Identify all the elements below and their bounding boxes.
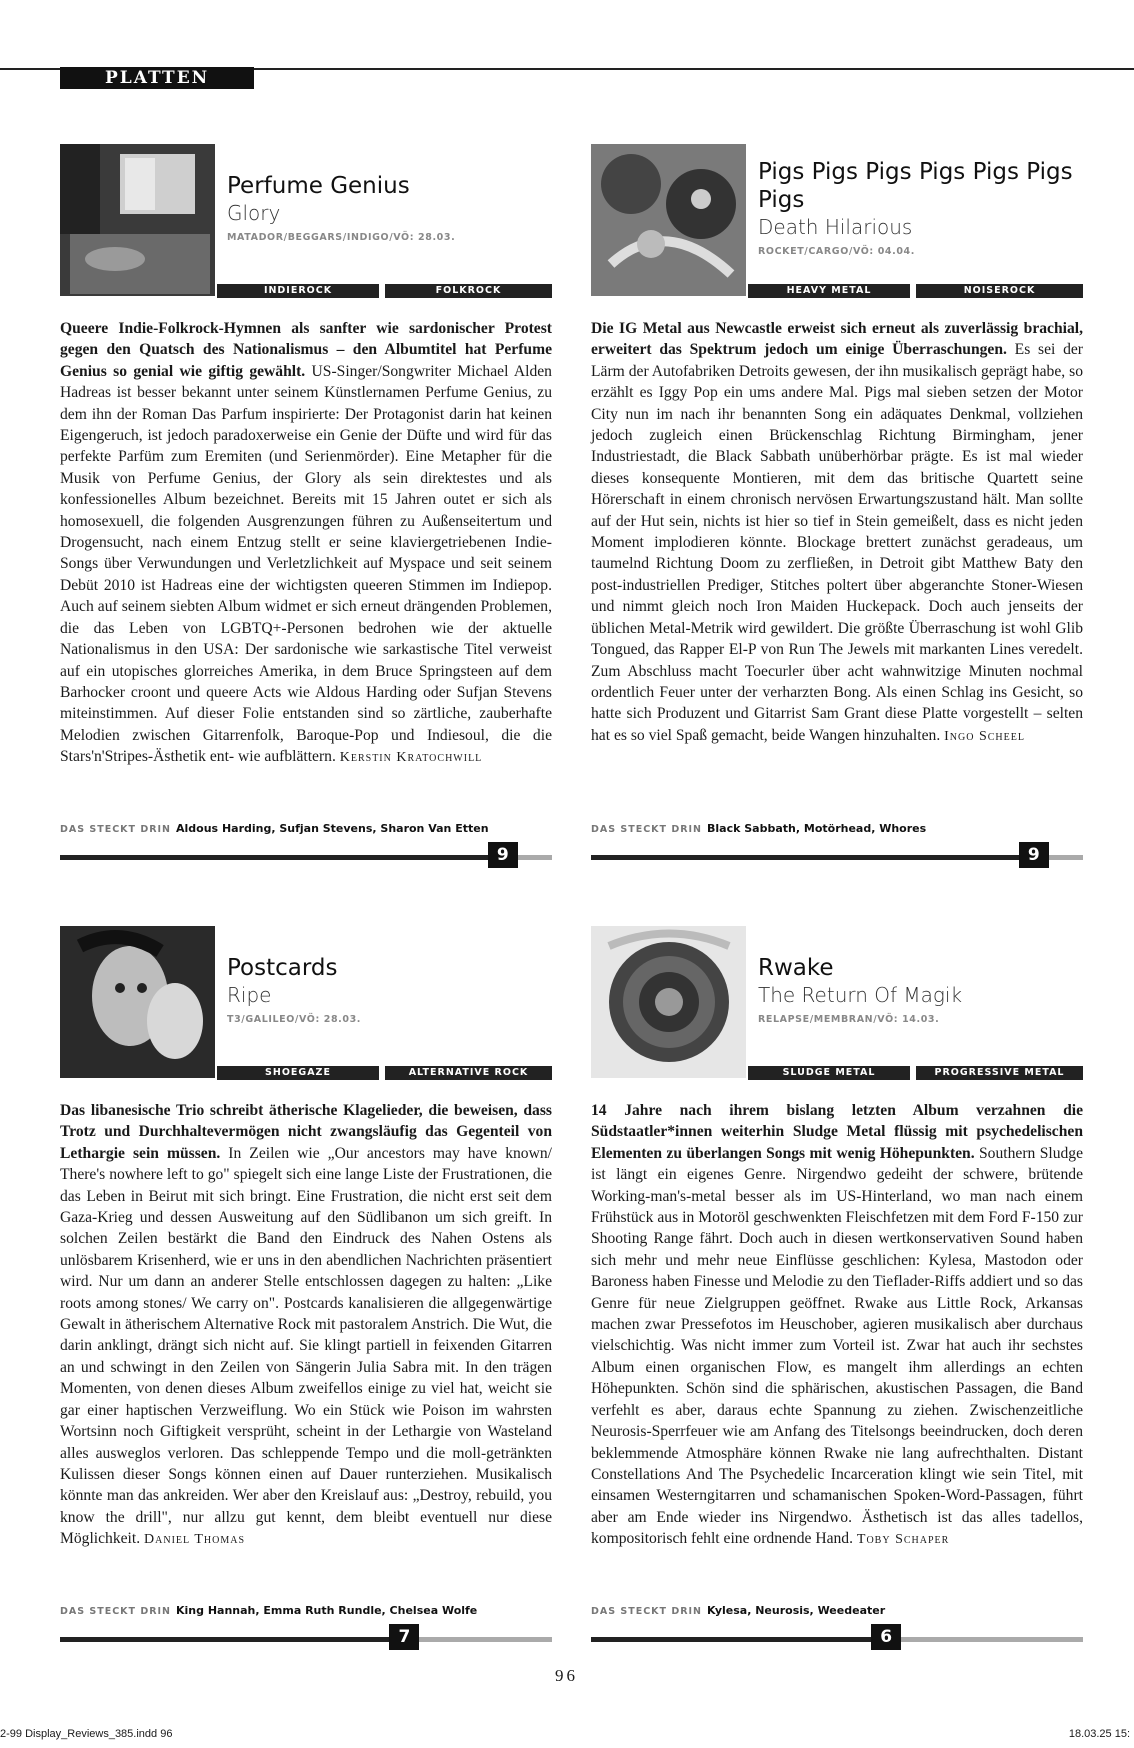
review-author: Ingo Scheel (944, 728, 1025, 744)
artist-name: Perfume Genius (227, 173, 410, 199)
genre-tag: ALTERNATIVE ROCK (385, 1066, 552, 1080)
review-text (60, 318, 552, 769)
review-author: Toby Schaper (856, 1532, 950, 1548)
steckt-label: DAS STECKT DRIN (60, 1606, 172, 1617)
rating-fill (60, 855, 503, 860)
cover-image (60, 144, 215, 296)
genre-tag: HEAVY METAL (748, 284, 910, 298)
album-title: Death Hilarious (758, 215, 913, 239)
rating-bar (591, 1624, 1083, 1658)
album-title: The Return Of Magik (758, 983, 963, 1007)
review-body: US-Singer/Songwriter Michael Alden Hadreas ist besser bekannt unter seinem Künstlernamen Perfume Genius, zu dem ihn der Roman Das Parfum inspirierte: Der Protagonist darin hat keinen Eigengeruch, ist jedoch paradoxerweise ein Genie der Düfte und wird für das perfekte Parfüm zum Eremiten (und Serienmörder). Eine Metapher für die Musik von Perfume Genius, der Glory als sein direktestes und als konfessionelles Album bezeichnet. Bereits mit 15 Jahren outet er sich als homosexuell, die folgenden Ausgrenzungen führen zu Außenseitertum und Drogensucht, nach einem Entzug stellt er seine klaviergetriebenen Indie-Songs über Verwundungen und Verletzlichkeit auf Myspace und seit seinem Debüt 2010 ist Hadreas eine der wichtigsten queeren Stimmen im Indiepop. Auch auf seinem siebten Album widmet er sich erneut drängenden Problemen, die das Leben von LGBTQ+-Personen bedrohen wie der aktuelle Nationalismus in den USA: Der sardonische wie sarkastische Titel verweist auf ein utopisches glorreiches Amerika, in dem Bruce Springsteen auf dem Barhocker croont und queere Acts wie Aldous Harding oder Sufjan Stevens miteinstimmen. Auf dieser Folie entstanden sind so zärtliche, zauberhafte Melodien zwischen Gitarrenfolk, Baroque-Pop und Indiesoul, die die Stars'n'Stripes-Ästhetik ent- wie aufblättern. (60, 362, 552, 766)
steckt-label: DAS STECKT DRIN (591, 824, 703, 835)
steckt-label: DAS STECKT DRIN (60, 824, 172, 835)
album-title: Glory (227, 201, 281, 225)
review-text (591, 318, 1083, 747)
rating-score: 9 (1019, 842, 1049, 868)
review-header (758, 954, 962, 1025)
label-info: RELAPSE/MEMBRAN/VÖ: 14.03. (758, 1014, 940, 1025)
rating-score: 6 (871, 1624, 901, 1650)
das-steckt-drin (591, 822, 926, 835)
review-text (60, 1100, 552, 1551)
rating-bar (60, 1624, 552, 1658)
review-lead: 14 Jahre nach ihrem bislang letzten Album verzahnen die Südstaatler*innen weiterhin Sludge Metal flüssig mit psychedelischen Elementen zu überlangen Songs mit wenig Höhepunkten. (591, 1102, 1083, 1162)
steckt-label: DAS STECKT DRIN (591, 1606, 703, 1617)
artist-name: Pigs Pigs Pigs Pigs Pigs Pigs Pigs (758, 159, 1073, 213)
review-author: Kerstin Kratochwill (339, 750, 483, 766)
genre-tag: PROGRESSIVE METAL (916, 1066, 1083, 1080)
album-title: Ripe (227, 983, 272, 1007)
review-body: Southern Sludge ist längt ein eigenes Genre. Nirgendwo gedeiht der schwere, brütende Working-man's-metal besser als im US-Hinterland, wo man nach einem Frühstück aus in Motoröl geschwenkten Fleischfetzen mit dem Ford F-150 zur Shooting Range fährt. Doch auch in diesen wertkonservativen Sound haben sich mehr und mehr neue Einflüsse geschlichen: Kylesa, Mastodon oder Baroness haben Finesse und Melodie zu den Tieflader-Riffs addiert und so das Genre für neue Zielgruppen geöffnet. Rwake aus Little Rock, Arkansas machen zwar Pressefotos im Heuschober, agieren musikalisch aber durchaus vielschichtig. Was nicht immer zum Vorteil ist. Zwar hat auch ihr sechstes Album einen organischen Flow, es mangelt ihm allerdings an echten Höhepunkten. Schön sind die sphärischen, akustischen Passagen, die Band verfehlt es aber, daraus echte Spannung zu ziehen. Zwischenzeitliche Neurosis-Sperrfeuer wie am Anfang des Titelsongs beeindrucken, doch deren beklemmende Atmosphäre können Rwake nie lang aufrechthalten. Distant Constellations And The Psychedelic Incarceration klingt wie sein Titel, mit einsamen Westerngitarren und schamanischen Spoken-Word-Passagen, führt aber am Ende wieder ins Nirgendwo. Ästhetisch ist das alles tadellos, kompositorisch fehlt eine ordnende Hand. (591, 1144, 1084, 1548)
genre-tag: FOLKROCK (385, 284, 552, 298)
print-slug-file: 2-99 Display_Reviews_385.indd 96 (0, 1728, 173, 1740)
review-header (758, 158, 1083, 257)
album-cover (60, 144, 215, 296)
das-steckt-drin (60, 1604, 477, 1617)
review-body: In Zeilen wie „Our ancestors may have known/ There's nowhere left to go" spiegelt sich eine lange Liste der Frustrationen, die das Leben in Beirut mit sich bringt. Eine Frustration, die nicht erst seit dem Gaza-Krieg und dessen Ausweitung auf den Südlibanon um sich greift. In solchen Zeilen bestärkt die Band den Eindruck des Nahen Ostens als unlösbarem Krisenherd, wie er uns in den abendlichen Nachrichten präsentiert wird. Nur um dann an anderer Stelle entschlossen dagegen zu halten: „Like roots among stones/ We carry on". Postcards kanalisieren die allgegenwärtige Gewalt in ätherischem Alternative Rock mit pastoralem Anstrich. Die Wut, die darin anklingt, drängt sich nicht auf. Sie klingt partiell in feixenden Gitarren an und schwingt in den Zeilen von Sängerin Julia Sabra mit. In den trägen Momenten, von denen dieses Album zweifellos einige zu viel hat, weicht sie gar einer haptischen Verzweiflung. Wo ein Stück wie Poison im wahrsten Wortsinn noch Giftigkeit versprüht, scheint in der Lethargie von Wasteland alles ausweglos verloren. Das schleppende Tempo und die moll-getränkten Kulissen dieser Songs können einen auf Dauer runterziehen. Musikalisch könnte man das ankreiden. Wer aber den Kreislauf aus: „Destroy, rebuild, you know the drill", nur allzu gut kennt, dem bleibt eventuell nur diese Möglichkeit. (60, 1144, 552, 1548)
album-cover (591, 144, 746, 296)
genre-bar (748, 1066, 1083, 1080)
rating-fill (591, 1637, 886, 1642)
steckt-artists: Black Sabbath, Motörhead, Whores (707, 822, 927, 835)
review-lead: Das libanesische Trio schreibt ätherische Klagelieder, die beweisen, dass Trotz und Durchhaltevermögen nicht zwangsläufig das Gegenteil von Lethargie sein müssen. (60, 1102, 552, 1162)
rating-fill (591, 855, 1034, 860)
cover-image (60, 926, 215, 1078)
label-info: T3/GALILEO/VÖ: 28.03. (227, 1014, 362, 1025)
genre-tag: SLUDGE METAL (748, 1066, 910, 1080)
review-author: Daniel Thomas (144, 1532, 246, 1548)
review-lead: Die IG Metal aus Newcastle erweist sich erneut als zuverlässig brachial, erweitert das Spektrum jedoch um einige Überraschungen. (591, 320, 1083, 359)
genre-bar (217, 1066, 552, 1080)
rating-fill (60, 1637, 404, 1642)
rating-score: 7 (389, 1624, 419, 1650)
rating-bar (60, 842, 552, 876)
steckt-artists: Kylesa, Neurosis, Weedeater (707, 1604, 886, 1617)
artist-name: Postcards (227, 955, 338, 981)
steckt-artists: King Hannah, Emma Ruth Rundle, Chelsea Wolfe (176, 1604, 478, 1617)
cover-image (591, 144, 746, 296)
artist-name: Rwake (758, 955, 834, 981)
review-body: Es sei der Lärm der Autofabriken Detroits gewesen, der ihn musikalisch geprägt habe, so erzählt es Iggy Pop ein ums andere Mal. Pigs mal sieben setzen der Motor City nun im nach ihr benannten Song ein adäquates Denkmal, vollziehen jedoch zugleich einen Brückenschlag Richtung Birmingham, jener Industriestadt, die Black Sabbath unüberhörbar prägte. Es ist mal wieder dieses konsequente Montieren, mit dem das britische Quartett seine Hörerschaft in einem chronisch nervösen Erwartungszustand hält. Man sollte auf der Hut sein, nichts ist hier so tief in Stein gemeißelt, dass es nicht jeden Moment implodieren könnte. Blockage brettert zunächst geradeaus, um taumelnd Richtung Doom zu zerfließen, in Detroit gibt Matthew Baty den post-industriellen Prediger, Stitches poltert über abgeranchte Stoner-Wiesen und nimmt gleich noch Iron Maiden Huckepack. Doch auch jenseits der üblichen Metal-Metrik wird gewildert. Die größte Überraschung ist wohl Glib Tongued, das Rapper El-P von Run The Jewels mit markanten Lines veredelt. Zum Abschluss macht Toecurler über acht wahnwitzige Minuten nochmal ordentlich Feuer unter der verharzten Bong. Als einen Schlag ins Gesicht, so hatte sich Produzent und Gitarrist Sam Grant diese Platte vorgestellt – selten hat es so viel Spaß gemacht, beide Wangen hinzuhalten. (591, 341, 1083, 744)
cover-image (591, 926, 746, 1078)
steckt-artists: Aldous Harding, Sufjan Stevens, Sharon Van Etten (176, 822, 489, 835)
genre-tag: NOISEROCK (916, 284, 1083, 298)
genre-tag: INDIEROCK (217, 284, 379, 298)
review-header (227, 954, 361, 1025)
review-lead: Queere Indie-Folkrock-Hymnen als sanfter wie sardonischer Protest gegen den Quatsch des Nationalismus – den Albumtitel hat Perfume Genius so genial wie giftig gewählt. (60, 320, 552, 380)
label-info: ROCKET/CARGO/VÖ: 04.04. (758, 246, 915, 257)
review-header (227, 172, 455, 243)
label-info: MATADOR/BEGGARS/INDIGO/VÖ: 28.03. (227, 232, 456, 243)
section-title: PLATTEN (60, 67, 254, 89)
album-cover (591, 926, 746, 1078)
genre-tag: SHOEGAZE (217, 1066, 379, 1080)
album-cover (60, 926, 215, 1078)
rating-score: 9 (488, 842, 518, 868)
page-number: 96 (555, 1666, 578, 1685)
das-steckt-drin (591, 1604, 885, 1617)
review-text (591, 1100, 1083, 1551)
rating-bar (591, 842, 1083, 876)
print-slug-date: 18.03.25 15: (1068, 1728, 1130, 1740)
genre-bar (217, 284, 552, 298)
genre-bar (748, 284, 1083, 298)
das-steckt-drin (60, 822, 489, 835)
